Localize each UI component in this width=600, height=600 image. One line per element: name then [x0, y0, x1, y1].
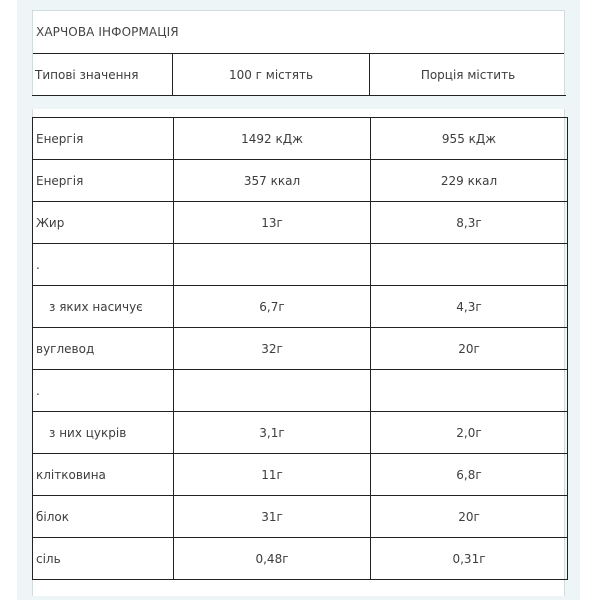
table-row: [33, 412, 568, 454]
row-per-100g: 11г: [174, 454, 371, 496]
nutrition-table: [32, 117, 568, 580]
row-per-100g: 13г: [174, 202, 371, 244]
table-row: [33, 538, 568, 580]
row-per-100g: [174, 244, 371, 286]
row-label: клітковина: [33, 454, 174, 496]
row-per-portion: [371, 244, 568, 286]
row-label: Енергія: [33, 160, 174, 202]
row-per-100g: 1492 кДж: [174, 118, 371, 160]
row-per-portion: 6,8г: [371, 454, 568, 496]
row-per-100g: 357 ккал: [174, 160, 371, 202]
row-per-portion: 955 кДж: [371, 118, 568, 160]
header-row: [32, 54, 566, 96]
row-per-portion: 2,0г: [371, 412, 568, 454]
row-label: сіль: [33, 538, 174, 580]
table-row: [33, 328, 568, 370]
row-label: Жир: [33, 202, 174, 244]
table-row: [33, 160, 568, 202]
row-per-portion: 8,3г: [371, 202, 568, 244]
row-label: з яких насичує: [33, 286, 174, 328]
row-per-portion: 4,3г: [371, 286, 568, 328]
nutrition-title: ХАРЧОВА ІНФОРМАЦІЯ: [33, 11, 564, 54]
row-per-portion: 0,31г: [371, 538, 568, 580]
table-row: [33, 244, 568, 286]
table-row: [33, 454, 568, 496]
row-per-portion: [371, 370, 568, 412]
row-label: .: [33, 244, 174, 286]
header-per-100g: 100 г містять: [173, 54, 370, 96]
nutrition-header-panel: [32, 10, 565, 96]
table-row: [33, 370, 568, 412]
table-row: [33, 496, 568, 538]
row-per-100g: [174, 370, 371, 412]
row-per-100g: 31г: [174, 496, 371, 538]
row-per-portion: 20г: [371, 496, 568, 538]
row-label: .: [33, 370, 174, 412]
table-row: [33, 202, 568, 244]
row-per-portion: 20г: [371, 328, 568, 370]
row-per-portion: 229 ккал: [371, 160, 568, 202]
row-per-100g: 32г: [174, 328, 371, 370]
row-per-100g: 6,7г: [174, 286, 371, 328]
row-label: білок: [33, 496, 174, 538]
nutrition-header-table: [32, 54, 566, 96]
header-typical-values: Типові значення: [32, 54, 173, 96]
row-label: з них цукрів: [33, 412, 174, 454]
nutrition-body-panel: [32, 109, 565, 597]
table-row: [33, 286, 568, 328]
row-per-100g: 3,1г: [174, 412, 371, 454]
row-label: Енергія: [33, 118, 174, 160]
bottom-bar: [17, 596, 580, 600]
header-per-portion: Порція містить: [370, 54, 567, 96]
row-per-100g: 0,48г: [174, 538, 371, 580]
row-label: вуглевод: [33, 328, 174, 370]
table-row: [33, 118, 568, 160]
